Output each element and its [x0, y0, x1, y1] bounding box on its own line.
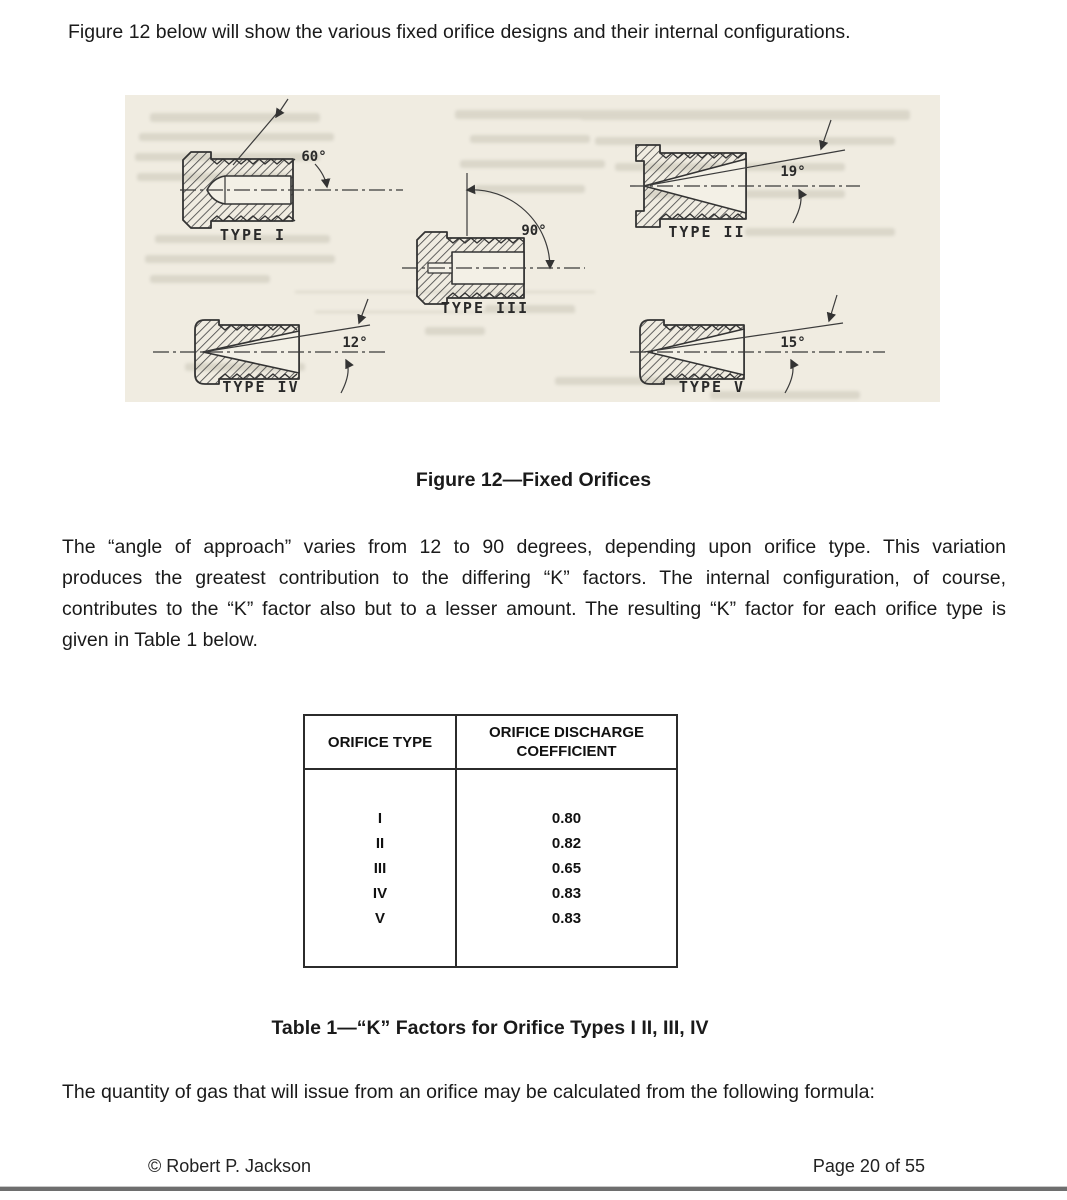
table-header-row	[305, 716, 676, 770]
paragraph-line: given in Table 1 below.	[62, 629, 258, 651]
formula-intro-text: The quantity of gas that will issue from an orifice may be calculated from the following formula:	[62, 1081, 875, 1103]
intro-text: Figure 12 below will show the various fixed orifice designs and their internal configurations.	[68, 21, 851, 43]
paragraph-line: The “angle of approach” varies from 12 to 90 degrees, depending upon orifice type. This variation	[62, 536, 1006, 558]
table-cell: I	[377, 810, 383, 827]
page-bottom-rule	[0, 1186, 1067, 1191]
table-cell: 0.80	[551, 810, 582, 827]
table-caption: Table 1—“K” Factors for Orifice Types I II, III, IV	[271, 1017, 709, 1039]
figure-scan	[125, 95, 940, 402]
table-cell: IV	[372, 885, 388, 902]
type-i-angle-label: 60°	[301, 149, 327, 165]
orifice-table	[303, 714, 678, 968]
fixed-orifices-figure	[125, 95, 940, 402]
type-ii-angle-label: 19°	[780, 164, 806, 180]
table-cell: V	[374, 910, 385, 927]
paragraph-line: produces the greatest contribution to the differing “K” factors. The internal configuration, of course,	[62, 567, 1006, 589]
table-cell: III	[373, 860, 387, 877]
paragraph-line: contributes to the “K” factor also but to a lesser amount. The resulting “K” factor for each orifice type is	[62, 598, 1006, 620]
type-v-angle-label: 15°	[780, 335, 806, 351]
type-i-label: TYPE I	[219, 226, 287, 244]
type-iii-angle-label: 90°	[521, 223, 547, 239]
column-discharge-coefficient	[457, 770, 676, 966]
type-v-label: TYPE V	[678, 378, 746, 396]
table-cell: 0.65	[551, 860, 582, 877]
body-paragraph	[62, 532, 1006, 656]
type-iii-label: TYPE III	[440, 299, 530, 317]
column-orifice-type	[305, 770, 457, 966]
type-iv-label: TYPE IV	[222, 378, 300, 396]
type-ii-label: TYPE II	[668, 223, 746, 241]
table-cell: 0.83	[551, 885, 582, 902]
footer-copyright: © Robert P. Jackson	[148, 1156, 312, 1176]
table-cell: 0.82	[551, 835, 582, 852]
type-iv-angle-label: 12°	[342, 335, 368, 351]
table-cell: II	[375, 835, 385, 852]
footer-page-number: Page 20 of 55	[812, 1156, 925, 1176]
figure-caption: Figure 12—Fixed Orifices	[415, 469, 652, 491]
header-discharge-coefficient: ORIFICE DISCHARGE COEFFICIENT	[488, 724, 644, 760]
header-orifice-type: ORIFICE TYPE	[305, 716, 457, 768]
table-cell: 0.83	[551, 910, 582, 927]
table-body	[305, 770, 676, 966]
